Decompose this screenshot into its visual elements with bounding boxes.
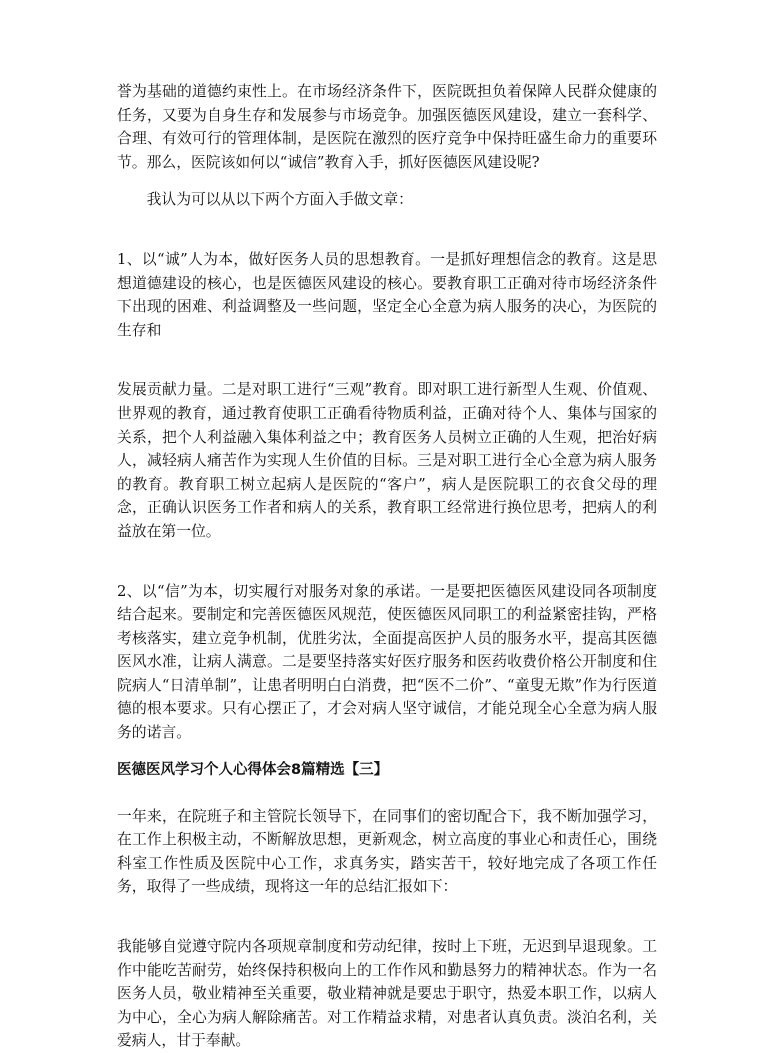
document-page	[117, 80, 657, 1053]
paragraph: 我认为可以从以下两个方面入手做文章：	[146, 191, 413, 209]
spacer	[117, 899, 657, 935]
spacer	[117, 544, 657, 580]
paragraph: 我能够自觉遵守院内各项规章制度和劳动纪律，按时上下班，无迟到早退现象。工作中能吃苦耐劳，始终保持积极向上的工作作风和勤恳努力的精神状态。作为一名医务人员，敬业精神至关重要，敬业精神就是要忠于职守，热爱本职工作，以病人为中心，全心为病人解除痛苦。对工作精益求精，对患者认真负责。淡泊名利，关爱病人，甘于奉献。	[117, 938, 657, 1050]
spacer	[117, 212, 657, 248]
paragraph: 誉为基础的道德约束性上。在市场经济条件下，医院既担负着保障人民群众健康的任务，又要为自身生存和发展参与市场竞争。加强医德医风建设，建立一套科学、合理、有效可行的管理体制，是医院在激烈的医疗竞争中保持旺盛生命力的重要环节。那么，医院该如何以“诚信”教育入手，抓好医德医风建设呢?	[117, 83, 657, 171]
spacer	[117, 174, 657, 188]
paragraph: 1、以“诚”人为本，做好医务人员的思想教育。一是抓好理想信念的教育。这是思想道德建设的核心，也是医德医风建设的核心。要教育职工正确对待市场经济条件下出现的困难、利益调整及一些问题，坚定全心全意为病人服务的决心，为医院的生存和	[117, 250, 657, 339]
spacer	[117, 745, 657, 759]
paragraph: 2、以“信”为本，切实履行对服务对象的承诺。一是要把医德医风建设同各项制度结合起来。要制定和完善医德医风规范，使医德医风同职工的利益紧密挂钩，严格考核落实，建立竞争机制，优胜劣汰，全面提高医护人员的服务水平，提高其医德医风水准，让病人满意。二是要坚持落实好医疗服务和医药收费价格公开制度和住院病人“日清单制”，让患者明明白白消费，把“医不二价”、“童叟无欺”作为行医道德的根本要求。只有心摆正了，才会对病人坚守诚信，才能兑现全心全意为病人服务的诺言。	[117, 582, 657, 742]
spacer	[117, 781, 657, 805]
paragraph: 一年来，在院班子和主管院长领导下，在同事们的密切配合下，我不断加强学习，在工作上积极主动，不断解放思想，更新观念，树立高度的事业心和责任心，围绕科室工作性质及医院中心工作，求真务实，踏实苦干，较好地完成了各项工作任务，取得了一些成绩，现将这一年的总结汇报如下：	[117, 807, 657, 896]
spacer	[117, 342, 657, 378]
paragraph: 发展贡献力量。二是对职工进行“三观”教育。即对职工进行新型人生观、价值观、世界观的教育，通过教育使职工正确看待物质利益，正确对待个人、集体与国家的关系，把个人利益融入集体利益之中；教育医务人员树立正确的人生观，把治好病人，减轻病人痛苦作为实现人生价值的目标。三是对职工进行全心全意为病人服务的教育。教育职工树立起病人是医院的“客户”，病人是医院职工的衣食父母的理念，正确认识医务工作者和病人的关系，教育职工经常进行换位思考，把病人的利益放在第一位。	[117, 381, 657, 540]
section-heading: 医德医风学习个人心得体会8篇精选【三】	[117, 761, 389, 778]
